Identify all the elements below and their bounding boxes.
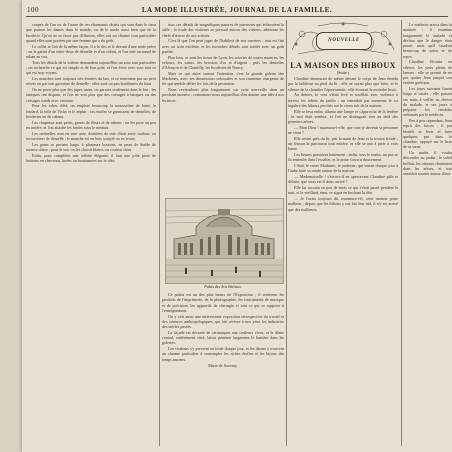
banner-label: NOUVELLE xyxy=(316,32,372,50)
paragraph: Nous reviendrons plus longuement sur cette merveille dans un prochain numéro ; contentons-nous aujourd'hui d'en donner une idée à nos lectrices. xyxy=(162,87,284,103)
paragraph: — Je l'avais toujours dit, murmura-t-il, cette maison porte malheur ; depuis que les hiboux y ont fait leur nid, il n'y est arrivé que des malheurs. xyxy=(288,196,398,212)
page-number: 100 xyxy=(27,6,39,14)
paragraph: — Mon Dieu ! murmura-t-elle, que vais-je devenir si personne ne vient ? xyxy=(288,124,398,135)
page-header xyxy=(22,6,452,16)
paragraph: tous ces détails de magnifiques parures de pierreries qui éclairaient la salle ; la foule des visiteurs se pressait autour des vitrines, admirant les chefs-d'œuvre de nos artistes. xyxy=(162,22,284,38)
exposition-column-top xyxy=(162,22,284,196)
palace-illustration xyxy=(166,199,283,283)
paragraph: Claudine demeurait de même devant le corps de Jean étendu par la faiblesse au pied du lit ; elle ne savait plus que faire, et le silence de la chambre l'épouvantait ; elle écoutait le moindre bruit. xyxy=(288,76,398,92)
paragraph: Ce palais est un des plus beaux de l'Exposition ; il renferme les produits de l'imprimerie, de la photographie, les instruments de musique et de précision, les appareils de chirurgie et tout ce qui se rapporte à l'enseignement. xyxy=(162,292,284,313)
paragraph: On y voit aussi une intéressante exposition rétrospective du travail et des sciences anthropologiques, qui fait revivre à nos yeux les industries des siècles passés. xyxy=(162,313,284,329)
column-divider xyxy=(286,20,287,446)
masthead: LA MODE ILLUSTRÉE, JOURNAL DE LA FAMILLE. xyxy=(141,6,333,14)
paragraph: Les heures passaient lentement ; enfin, vers le matin, un pas se fit entendre dans l'escalier, et la porte s'ouvrit doucement. xyxy=(288,152,398,163)
paragraph: Claudine l'écouta en silence, les yeux pleins de larmes ; elle se promit de ne pas quitter Jean jusqu'à son entière guérison. xyxy=(403,59,452,86)
paragraph: Les gants se portent longs, à plusieurs boutons, en peau de Suède de nuance claire ; pour le soir on les choisit blancs ou couleur chair. xyxy=(26,141,156,152)
paragraph: Enfin, pour compléter une toilette élégante, il faut une jolie paire de bottines en chevreau, lacées ou boutonnées sur le côté. xyxy=(26,152,156,163)
paragraph: Le médecin arriva dans la matinée ; il examina longuement le malade et déclara que le danger était passé, mais qu'il faudrait beaucoup de soins et de repos. xyxy=(403,22,452,59)
engraving-caption: Palais des Arts libéraux. xyxy=(204,285,242,289)
paragraph: Les visiteurs s'y pressent en foule chaque jour, et les dames y trouvent un charme particulier à contempler les riches étoffes et les bijoux des temps anciens. xyxy=(162,346,284,362)
paragraph: Plus loin, ce sont les tissus de Lyon, les soieries de toutes nuances, les velours, les satins, les brocarts d'or et d'argent ; puis les dentelles d'Alençon et de Chantilly, les broderies de Nancy. xyxy=(162,54,284,70)
paragraph: Tous les détails de la toilette demandent aujourd'hui un soin tout particulier ; on recherche ce qui est simple et de bon goût, et l'on évite avec soin tout ce qui est trop voyant. xyxy=(26,59,156,76)
paragraph: C'était le vieux Mathurin, le jardinier, qui venait chaque jour à l'aube faire sa ronde autour de la maison. xyxy=(288,163,398,174)
paragraph: Pour les robes d'été, on emploie beaucoup la mousseline de laine, le foulard, la toile de Vichy et le zéphir ; ces étoffes se garnissent de dentelles, de broderies ou de rubans. xyxy=(26,103,156,119)
paragraph: Elle lui raconta en peu de mots ce qui s'était passé pendant la nuit, et le vieillard, ému, se signa en hochant la tête. xyxy=(288,185,398,196)
paragraph: Les ombrelles sont en soie unie, doublées de soie d'une autre couleur, ou recouvertes de dentelle ; le manche est en bois sculpté ou en ivoire. xyxy=(26,130,156,141)
story-column xyxy=(288,76,398,446)
paragraph: coupés de l'un ou de l'autre de ces charmants objets qui sont dans le tissu que portent les dames dans le monde, ou de le mode aussi bien que de la broderie. Qu'on ne se fasse pas d'illusion, elles ont un charme tout particulier quand elles sont portées par une femme qui a du goût. xyxy=(26,22,156,43)
paragraph: Les jours suivants furent longs et tristes ; elle passait ses nuits à veiller au chevet du malade, et ses jours à préparer les remèdes ordonnés par le médecin. xyxy=(403,86,452,118)
header-rule xyxy=(26,16,448,17)
palace-engraving xyxy=(165,198,284,284)
newspaper-page xyxy=(22,0,452,452)
paragraph: Le collet se fait de la même façon, il a le dos et le devant d'une seule pièce ; on le garnit d'un entre-deux de dentelle et d'un volant, et l'on met un nœud de ruban au cou. xyxy=(26,43,156,59)
paragraph: C'est là que l'on peut juger de l'habileté de nos ouvriers ; tout est fini avec un soin extrême, et les moindres détails sont traités avec un goût parfait. xyxy=(162,38,284,54)
paragraph: Peu à peu cependant, Jean reprit des forces ; il put bientôt se lever et faire quelques pas dans la chambre, appuyé sur le bras de sa sœur. xyxy=(403,118,452,150)
paragraph: Mais ce qui attire surtout l'attention, c'est la grande galerie des Machines, avec ses dimensions colossales et son immense charpente de fer qui semble défier les lois de la pesanteur. xyxy=(162,70,284,87)
column-divider xyxy=(401,20,402,446)
paragraph: Elle revint près du lit, prit la main de Jean et la trouva froide ; un frisson la parcourut tout entière, et elle se mit à prier à voix basse. xyxy=(288,135,398,152)
nouvelle-banner xyxy=(288,20,398,60)
paragraph: Elle se leva enfin, alluma une lampe et s'approcha de la fenêtre ; la nuit était sombre, et l'on ne distinguait rien au delà des premiers arbres. xyxy=(288,108,398,124)
paragraph: Un matin, il voulut descendre au jardin ; le soleil brillait, les oiseaux chantaient dans les arbres, et tout semblait sourire autour d'eux. xyxy=(403,150,452,176)
paragraph: On ne porte plus que des jupes unies, ou garnies seulement dans le bas ; les tuniques ont disparu, et l'on ne voit plus que des corsages à basques ou des corsages ronds avec ceinture. xyxy=(26,87,156,103)
paragraph: Au dehors, le vent s'était levé et soufflait avec violence à travers les arbres du jardin ; on entendait par moments le cri lugubre des hiboux perchés sur le vieux toit de la maison. xyxy=(288,92,398,108)
exposition-column-bottom xyxy=(162,292,284,446)
fashion-column xyxy=(26,22,156,446)
paragraph: Les manches sont toujours très étroites du bas, et se terminent par un petit revers ou par une garniture de dentelle ; elles sont un peu bouffantes du haut. xyxy=(26,76,156,87)
paragraph: Les chapeaux sont petits, garnis de fleurs et de rubans ; on les pose un peu en arrière, et l'on attache les brides sous le menton. xyxy=(26,119,156,130)
story-title: LA MAISON DES HIBOUX xyxy=(290,61,396,70)
column-divider xyxy=(159,20,160,446)
author-signature: Marie de Saverny. xyxy=(208,362,238,368)
paragraph: — Mademoiselle ! s'écria-t-il en apercevant Claudine pâle et défaite, que vous est-il donc arrivé ? xyxy=(288,174,398,185)
story-subtitle: (Suite.) xyxy=(336,70,350,75)
paragraph: La façade est décorée de céramiques aux couleurs vives, et le dôme central, entièrement vitré, laisse pénétrer largement la lumière dans les galeries. xyxy=(162,329,284,346)
story-continuation-column xyxy=(403,22,452,446)
